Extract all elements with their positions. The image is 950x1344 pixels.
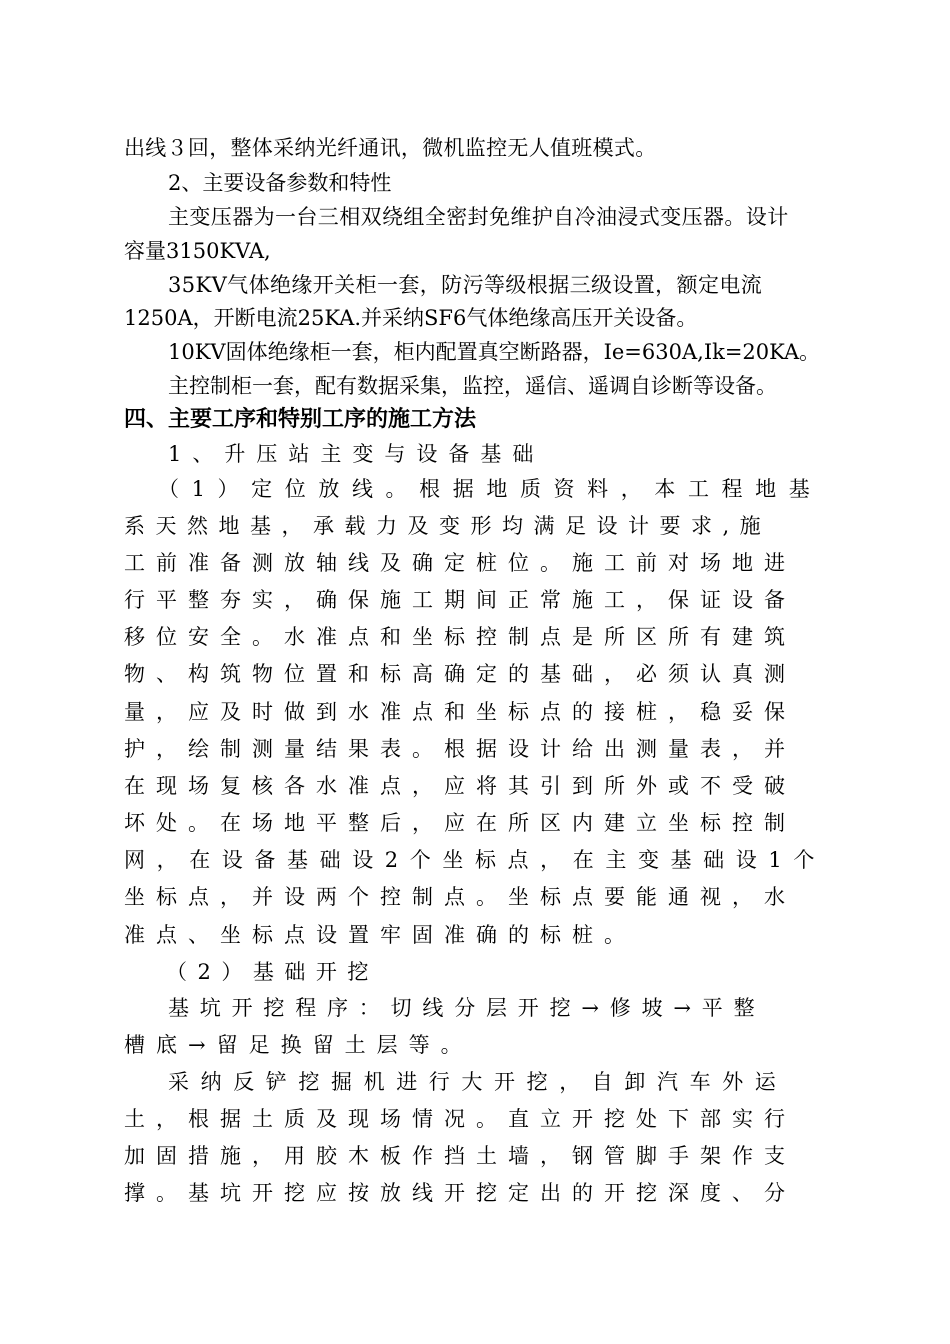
text-line-12: 系天然地基，承载力及变形均满足设计要求,施 — [124, 514, 772, 538]
text-line-25: 基坑开挖程序：切线分层开挖→修坡→平整 — [168, 996, 766, 1020]
text-line-18: 护，绘制测量结果表。根据设计给出测量表，并 — [124, 737, 796, 761]
subheading-equipment-params: 2、主要设备参数和特性 — [168, 171, 392, 195]
text-line-14: 行平整夯实，确保施工期间正常施工，保证设备 — [124, 588, 796, 612]
text-line-26: 槽底→留足换留土层等。 — [124, 1033, 473, 1057]
text-line-11: （1）定位放线。根据地质资料，本工程地基 — [158, 477, 823, 501]
text-line-4: 容量3150KVA, — [124, 239, 271, 263]
text-line-28: 土，根据土质及现场情况。直立开挖处下部实行 — [124, 1107, 796, 1131]
subheading-excavation: （2）基础开挖 — [166, 960, 379, 984]
text-line-19: 在现场复核各水准点，应将其引到所外或不受破 — [124, 774, 796, 798]
text-line-8: 主控制柜一套，配有数据采集，监控，遥信、遥调自诊断等设备。 — [168, 374, 777, 398]
text-line-17: 量，应及时做到水准点和坐标点的接桩，稳妥保 — [124, 700, 796, 724]
text-line-29: 加固措施，用胶木板作挡土墙，钢管脚手架作支 — [124, 1144, 796, 1168]
text-line-15: 移位安全。水准点和坐标控制点是所区所有建筑 — [124, 625, 796, 649]
text-line-13: 工前准备测放轴线及确定桩位。施工前对场地进 — [124, 551, 796, 575]
text-line-27: 采纳反铲挖掘机进行大开挖，自卸汽车外运 — [168, 1070, 788, 1094]
section-heading-4: 四、主要工序和特别工序的施工方法 — [124, 406, 477, 432]
text-line-5: 35KV气体绝缘开关柜一套，防污等级根据三级设置，额定电流 — [168, 273, 763, 297]
text-line-7: 10KV固体绝缘柜一套，柜内配置真空断路器，Ie=630A,Ik=20KA。 — [168, 340, 821, 364]
text-line-30: 撑。基坑开挖应按放线开挖定出的开挖深度、分 — [124, 1181, 796, 1205]
text-line-3: 主变压器为一台三相双绕组全密封免维护自冷油浸式变压器。设计 — [168, 205, 789, 229]
text-line-1: 出线３回，整体采纳光纤通讯，微机监控无人值班模式。 — [124, 136, 657, 160]
text-line-22: 坐标点，并设两个控制点。坐标点要能通视，水 — [124, 885, 796, 909]
text-line-16: 物、构筑物位置和标高确定的基础，必须认真测 — [124, 662, 796, 686]
text-line-20: 坏处。在场地平整后，应在所区内建立坐标控制 — [124, 811, 796, 835]
subheading-substation-foundation: 1、升压站主变与设备基础 — [168, 442, 545, 466]
text-line-23: 准点、坐标点设置牢固准确的标桩。 — [124, 923, 636, 947]
text-line-6: 1250A，开断电流25KA.并采纳SF6气体绝缘高压开关设备。 — [124, 306, 698, 330]
text-line-21: 网，在设备基础设2个坐标点，在主变基础设1个 — [124, 848, 826, 872]
